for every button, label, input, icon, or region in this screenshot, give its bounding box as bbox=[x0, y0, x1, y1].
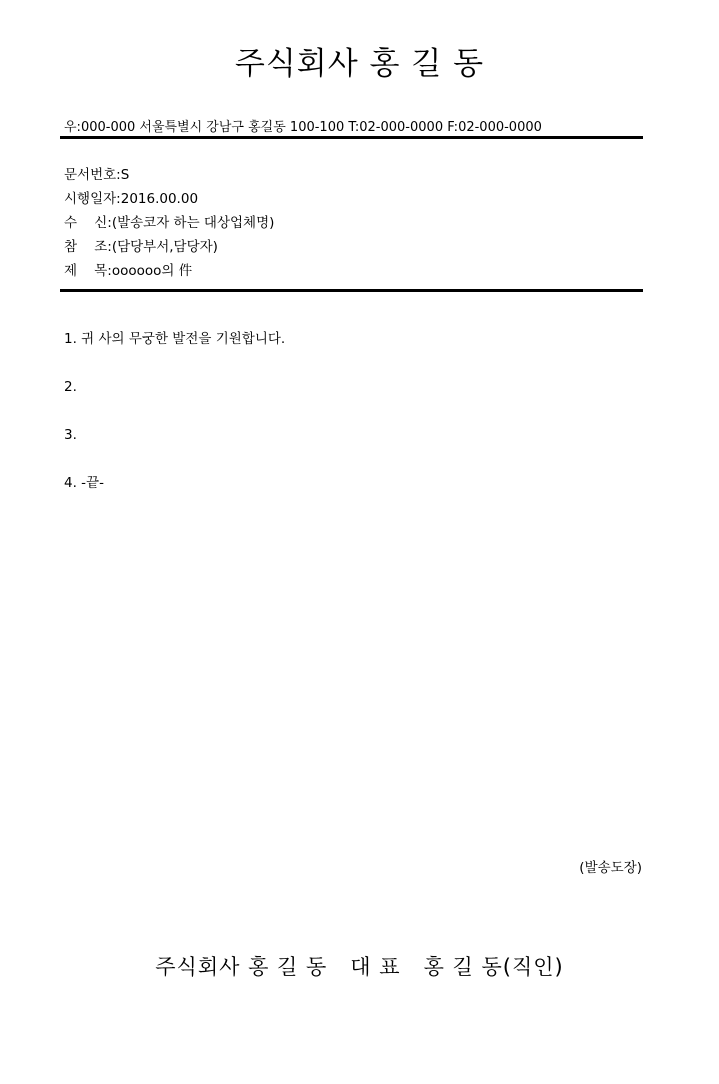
meta-recipient bbox=[64, 211, 274, 235]
meta-value: (발송코자 하는 대상업체명) bbox=[111, 215, 275, 231]
meta-colon: : bbox=[107, 215, 112, 231]
meta-doc-number bbox=[64, 163, 274, 187]
document-body bbox=[64, 330, 285, 522]
meta-colon: : bbox=[107, 239, 112, 255]
document-meta bbox=[64, 163, 274, 283]
meta-colon: : bbox=[116, 167, 121, 183]
meta-label: 참 조 bbox=[64, 239, 108, 255]
signature-line: 주식회사 홍 길 동 대 표 홍 길 동(직인) bbox=[155, 955, 564, 979]
body-item-4: 4. -끝- bbox=[64, 475, 104, 491]
header-divider bbox=[60, 136, 643, 139]
meta-colon: : bbox=[107, 263, 112, 279]
meta-subject bbox=[64, 259, 274, 283]
body-item-3: 3. bbox=[64, 427, 77, 443]
company-title: 주식회사 홍 길 동 bbox=[234, 46, 485, 82]
meta-label: 제 목 bbox=[64, 263, 108, 279]
company-address: 우:000-000 서울특별시 강남구 홍길동 100-100 T:02-000-0000 F:02-000-0000 bbox=[64, 120, 542, 135]
meta-value: (담당부서,담당자) bbox=[111, 239, 218, 255]
meta-issue-date bbox=[64, 187, 274, 211]
meta-value: S bbox=[120, 167, 130, 183]
meta-label: 시행일자 bbox=[64, 191, 117, 207]
body-item-1: 1. 귀 사의 무궁한 발전을 기원합니다. bbox=[64, 331, 286, 347]
meta-label: 수 신 bbox=[64, 215, 108, 231]
meta-label: 문서번호 bbox=[64, 167, 117, 183]
meta-value: 2016.00.00 bbox=[120, 191, 199, 207]
seal-note: (발송도장) bbox=[579, 860, 642, 876]
meta-divider bbox=[60, 289, 643, 292]
body-item-2: 2. bbox=[64, 379, 77, 395]
meta-value: oooooo의 件 bbox=[111, 263, 193, 279]
meta-colon: : bbox=[116, 191, 121, 207]
meta-reference bbox=[64, 235, 274, 259]
